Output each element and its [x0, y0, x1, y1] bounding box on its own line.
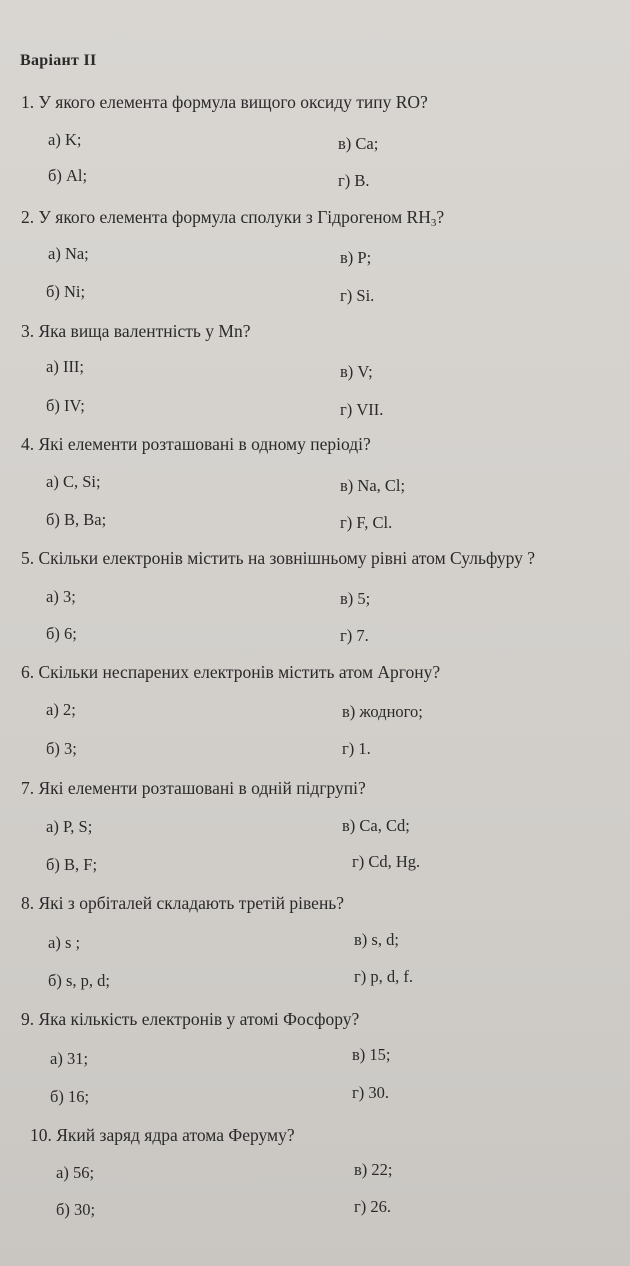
variant-title: Варіант II — [20, 52, 97, 69]
q1-option-v: в) Ca; — [338, 134, 379, 153]
q7-option-g: г) Cd, Hg. — [352, 852, 421, 871]
q3-option-a: а) III; — [46, 357, 85, 376]
q10-option-v: в) 22; — [354, 1160, 393, 1179]
q6-option-a: а) 2; — [46, 700, 76, 719]
q6-option-v: в) жодного; — [342, 702, 423, 721]
question-8: 8. Які з орбіталей складають третій рівень? — [21, 893, 345, 913]
q7-option-b: б) B, F; — [46, 855, 98, 874]
q4-option-g: г) F, Cl. — [340, 513, 393, 532]
question-1: 1. У якого елемента формула вищого оксиду типу RO? — [21, 92, 428, 112]
q2-option-v: в) P; — [340, 248, 372, 267]
q1-option-b: б) Al; — [48, 166, 88, 185]
q3-option-v: в) V; — [340, 362, 373, 381]
q3-option-b: б) IV; — [46, 396, 85, 415]
q9-option-g: г) 30. — [352, 1083, 390, 1102]
q10-option-g: г) 26. — [354, 1197, 392, 1216]
question-3: 3. Яка вища валентність у Mn? — [21, 321, 251, 341]
q9-option-a: а) 31; — [50, 1049, 89, 1068]
q5-option-g: г) 7. — [340, 626, 369, 645]
q7-option-v: в) Ca, Cd; — [342, 816, 410, 835]
q4-option-v: в) Na, Cl; — [340, 476, 406, 495]
q5-option-b: б) 6; — [46, 624, 77, 643]
question-7: 7. Які елементи розташовані в одній підгрупі? — [21, 778, 366, 798]
q6-option-b: б) 3; — [46, 739, 77, 758]
q4-option-a: а) C, Si; — [46, 472, 101, 491]
question-4: 4. Які елементи розташовані в одному періоді? — [21, 434, 371, 454]
question-9: 9. Яка кількість електронів у атомі Фосфору? — [21, 1009, 360, 1029]
q2-option-a: а) Na; — [48, 244, 89, 263]
q9-option-b: б) 16; — [50, 1087, 90, 1106]
q10-option-b: б) 30; — [56, 1200, 96, 1219]
question-10: 10. Який заряд ядра атома Феруму? — [30, 1125, 295, 1145]
q8-option-a: а) s ; — [48, 933, 81, 952]
q2-option-b: б) Ni; — [46, 282, 86, 301]
q5-option-a: а) 3; — [46, 587, 76, 606]
question-2-subscript: 3 — [430, 217, 437, 229]
q1-option-g: г) B. — [338, 171, 370, 190]
q3-option-g: г) VII. — [340, 400, 384, 419]
q6-option-g: г) 1. — [342, 739, 371, 758]
q2-option-g: г) Si. — [340, 286, 375, 305]
question-2-text: 2. У якого елемента формула сполуки з Гідрогеном RH — [21, 207, 431, 227]
q8-option-v: в) s, d; — [354, 930, 399, 949]
question-6: 6. Скільки неспарених електронів містить атом Аргону? — [21, 662, 441, 682]
q4-option-b: б) B, Ba; — [46, 510, 107, 529]
question-2 — [21, 207, 444, 229]
q1-option-a: а) K; — [48, 130, 82, 149]
q10-option-a: а) 56; — [56, 1163, 95, 1182]
question-5: 5. Скільки електронів містить на зовнішньому рівні атом Сульфуру ? — [21, 548, 536, 568]
q7-option-a: а) P, S; — [46, 817, 93, 836]
q8-option-b: б) s, p, d; — [48, 971, 111, 990]
q9-option-v: в) 15; — [352, 1045, 391, 1064]
question-2-mark: ? — [436, 207, 445, 227]
q5-option-v: в) 5; — [340, 589, 371, 608]
q8-option-g: г) p, d, f. — [354, 967, 414, 986]
